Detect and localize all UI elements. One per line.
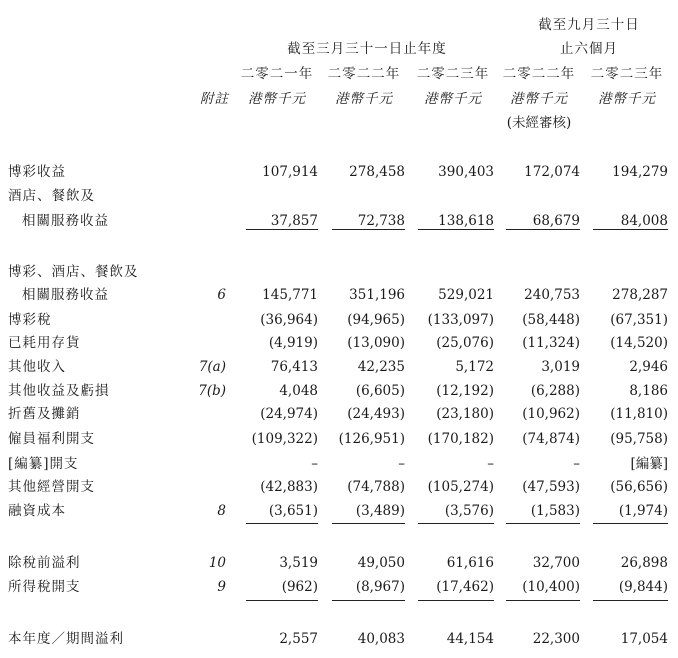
row-value-col1: – [311, 456, 318, 472]
row-value-col1: 37,857 [270, 213, 318, 229]
row-value-col3: 138,618 [438, 213, 494, 229]
row-value-col4: (6,288) [530, 383, 580, 399]
fiscal-year-header: 截至三月三十一日止年度 [287, 41, 447, 57]
row-value-col2: 40,083 [357, 631, 405, 647]
row-note: 6 [217, 287, 226, 303]
row-value-col3: (170,182) [427, 431, 494, 447]
row-value-col5: (1,974) [618, 503, 668, 519]
six-month-period-header: 截至九月三十日 [538, 17, 640, 33]
currency-header-1: 港幣千元 [248, 91, 306, 107]
row-value-col4: 240,753 [524, 287, 580, 303]
row-value-col1: (4,919) [268, 335, 318, 351]
row-value-col3: (133,097) [427, 312, 494, 328]
row-value-col2: (126,951) [338, 431, 405, 447]
row-value-col1: 145,771 [262, 287, 318, 303]
tax-underline-1 [246, 600, 318, 601]
row-value-col3: (25,076) [436, 335, 494, 351]
row-value-col5: 2,946 [629, 359, 668, 375]
subtotal-underline-2 [332, 229, 405, 230]
row-note: 9 [217, 579, 226, 595]
opex-underline-4 [506, 523, 580, 524]
row-value-col1: (42,883) [260, 479, 318, 495]
currency-header-5: 港幣千元 [598, 91, 656, 107]
row-note: 10 [208, 555, 226, 571]
row-label: 酒店、餐飲及 [8, 188, 95, 204]
row-value-col1: (3,651) [268, 503, 318, 519]
row-value-col4: – [573, 456, 580, 472]
currency-header-3: 港幣千元 [424, 91, 482, 107]
row-value-col5: (11,810) [610, 406, 668, 422]
row-value-col2: (74,788) [347, 479, 405, 495]
row-value-col1: 2,557 [279, 631, 318, 647]
year-header-4: 二零二二年 [502, 66, 576, 82]
row-value-col2: 49,050 [357, 555, 405, 571]
row-value-col3: (105,274) [427, 479, 494, 495]
tax-underline-2 [332, 600, 405, 601]
subtotal-underline-1 [246, 229, 318, 230]
row-label: 折舊及攤銷 [8, 406, 81, 422]
row-value-col5: 84,008 [620, 213, 668, 229]
tax-underline-3 [418, 600, 494, 601]
row-note: 8 [217, 503, 226, 519]
row-label: 已耗用存貨 [8, 335, 81, 351]
row-value-col2: (6,605) [355, 383, 405, 399]
row-value-col2: 278,458 [349, 164, 405, 180]
six-month-period-header-line2: 止六個月 [560, 41, 618, 57]
row-value-col5: 17,054 [620, 631, 668, 647]
row-value-col3: 529,021 [438, 287, 494, 303]
row-value-col4: (58,448) [522, 312, 580, 328]
row-value-col2: 42,235 [357, 359, 405, 375]
row-value-col3: 5,172 [455, 359, 494, 375]
row-label: 博彩、酒店、餐飲及 [8, 264, 139, 280]
subtotal-underline-4 [506, 229, 580, 230]
row-value-col2: 351,196 [349, 287, 405, 303]
currency-header-2: 港幣千元 [335, 91, 393, 107]
row-label: [編纂]開支 [8, 456, 79, 472]
currency-header-4: 港幣千元 [510, 91, 568, 107]
row-value-col3: 44,154 [446, 631, 494, 647]
row-value-col3: (17,462) [436, 579, 494, 595]
row-value-col4: (47,593) [522, 479, 580, 495]
tax-underline-5 [593, 600, 668, 601]
row-label: 所得稅開支 [8, 579, 81, 595]
row-value-col4: 22,300 [532, 631, 580, 647]
row-value-col3: 390,403 [438, 164, 494, 180]
opex-underline-3 [418, 523, 494, 524]
row-value-col5: (56,656) [610, 479, 668, 495]
row-value-col3: – [487, 456, 494, 472]
row-label: 博彩收益 [8, 164, 66, 180]
row-label: 僱員福利開支 [8, 431, 95, 447]
row-value-col1: (962) [281, 579, 318, 595]
row-value-col4: 32,700 [532, 555, 580, 571]
row-value-col4: (74,874) [522, 431, 580, 447]
row-value-col4: 3,019 [541, 359, 580, 375]
row-value-col1: 4,048 [279, 383, 318, 399]
row-label: 其他收益及虧損 [8, 383, 110, 399]
row-value-col5: 26,898 [620, 555, 668, 571]
row-value-col5: 278,287 [612, 287, 668, 303]
row-value-col2: (8,967) [355, 579, 405, 595]
row-label: 博彩稅 [8, 312, 52, 328]
row-value-col5: (95,758) [610, 431, 668, 447]
row-value-col3: (3,576) [444, 503, 494, 519]
row-value-col4: (10,962) [522, 406, 580, 422]
row-value-col5: 8,186 [629, 383, 668, 399]
row-value-col1: (36,964) [260, 312, 318, 328]
row-value-col4: (10,400) [522, 579, 580, 595]
year-header-5: 二零二三年 [590, 66, 664, 82]
opex-underline-2 [332, 523, 405, 524]
row-label: 本年度／期間溢利 [8, 631, 124, 647]
row-value-col1: 3,519 [279, 555, 318, 571]
row-value-col5: (67,351) [610, 312, 668, 328]
row-value-col2: (94,965) [347, 312, 405, 328]
row-label: 融資成本 [8, 503, 66, 519]
row-label: 相關服務收益 [22, 287, 109, 303]
row-value-col5: [編纂] [630, 456, 668, 472]
row-label: 其他收入 [8, 359, 66, 375]
unaudited-label: (未經審核) [506, 115, 572, 131]
notes-header: 附註 [200, 91, 229, 107]
year-header-2: 二零二二年 [327, 66, 401, 82]
opex-underline-5 [593, 523, 668, 524]
year-header-3: 二零二三年 [416, 66, 490, 82]
subtotal-underline-3 [418, 229, 494, 230]
row-value-col4: 68,679 [532, 213, 580, 229]
year-header-1: 二零二一年 [240, 66, 314, 82]
row-value-col2: 72,738 [357, 213, 405, 229]
row-value-col5: (14,520) [610, 335, 668, 351]
opex-underline-1 [246, 523, 318, 524]
row-value-col4: (1,583) [530, 503, 580, 519]
row-value-col5: (9,844) [618, 579, 668, 595]
row-value-col3: 61,616 [446, 555, 494, 571]
row-value-col1: 107,914 [262, 164, 318, 180]
row-label: 相關服務收益 [22, 213, 109, 229]
row-label: 其他經營開支 [8, 479, 95, 495]
row-value-col5: 194,279 [612, 164, 668, 180]
row-value-col1: 76,413 [270, 359, 318, 375]
row-value-col2: (3,489) [355, 503, 405, 519]
row-value-col3: (23,180) [436, 406, 494, 422]
tax-underline-4 [506, 600, 580, 601]
row-value-col2: – [398, 456, 405, 472]
row-note: 7(a) [198, 359, 226, 375]
row-label: 除稅前溢利 [8, 555, 81, 571]
row-value-col4: (11,324) [522, 335, 580, 351]
row-note: 7(b) [198, 383, 226, 399]
subtotal-underline-5 [593, 229, 668, 230]
row-value-col2: (13,090) [347, 335, 405, 351]
row-value-col1: (24,974) [260, 406, 318, 422]
row-value-col4: 172,074 [524, 164, 580, 180]
row-value-col2: (24,493) [347, 406, 405, 422]
row-value-col1: (109,322) [251, 431, 318, 447]
row-value-col3: (12,192) [436, 383, 494, 399]
